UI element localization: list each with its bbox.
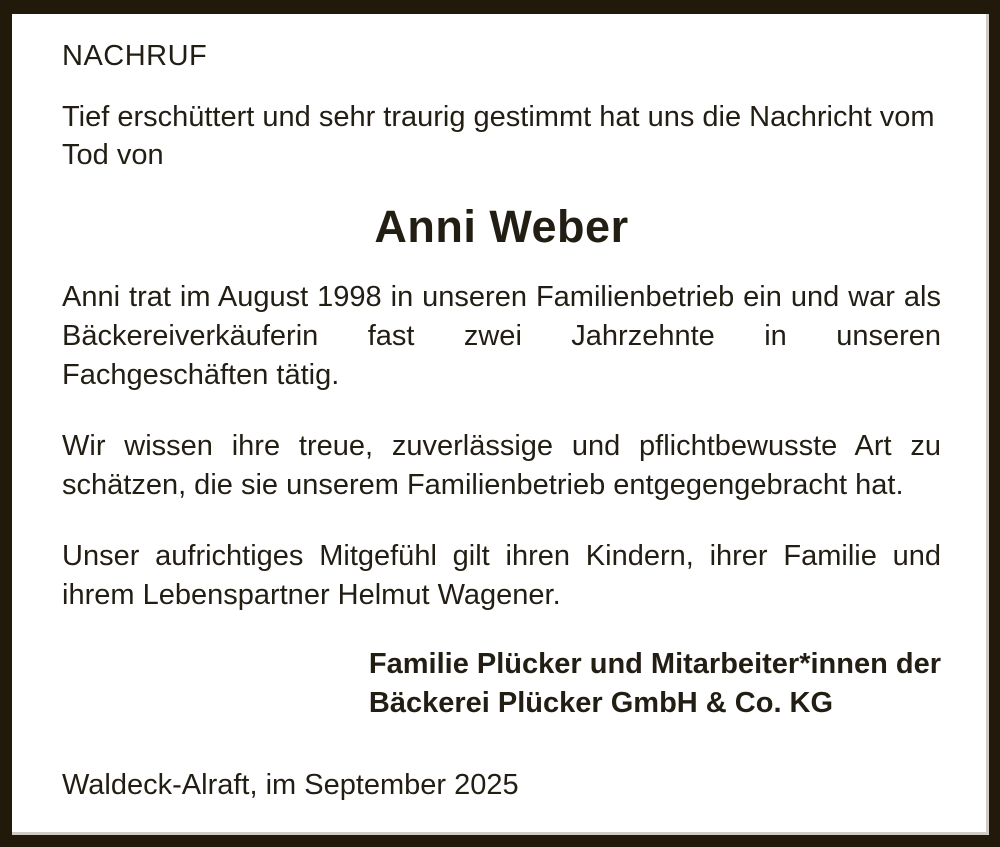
signature-block (62, 645, 941, 723)
signature-text (369, 645, 941, 723)
notice-intro: Tief erschüttert und sehr traurig gestimmt hat uns die Nachricht vom Tod von (62, 101, 935, 172)
signature-line-2: Bäckerei Plücker GmbH & Co. KG (368, 686, 834, 719)
signature-line-1: Familie Plücker und Mitarbeiter*innen der (368, 647, 941, 680)
notice-paragraph-1: Anni trat im August 1998 in unseren Familienbetrieb ein und war als Bäckereiverkäuferin fast zwei Jahrzehnte in unseren Fachgeschäften tätig. (62, 280, 941, 391)
obituary-notice (12, 14, 989, 835)
dateline: Waldeck-Alraft, im September 2025 (62, 769, 519, 801)
notice-paragraph-3: Unser aufrichtiges Mitgefühl gilt ihren Kindern, ihrer Familie und ihrem Lebenspartner Helmut Wagener. (62, 539, 941, 611)
notice-kicker: NACHRUF (62, 40, 208, 72)
notice-paragraph-2: Wir wissen ihre treue, zuverlässige und pflichtbewusste Art zu schätzen, die sie unserem Familienbetrieb entgegengebracht hat. (62, 429, 941, 501)
deceased-name: Anni Weber (374, 201, 629, 253)
